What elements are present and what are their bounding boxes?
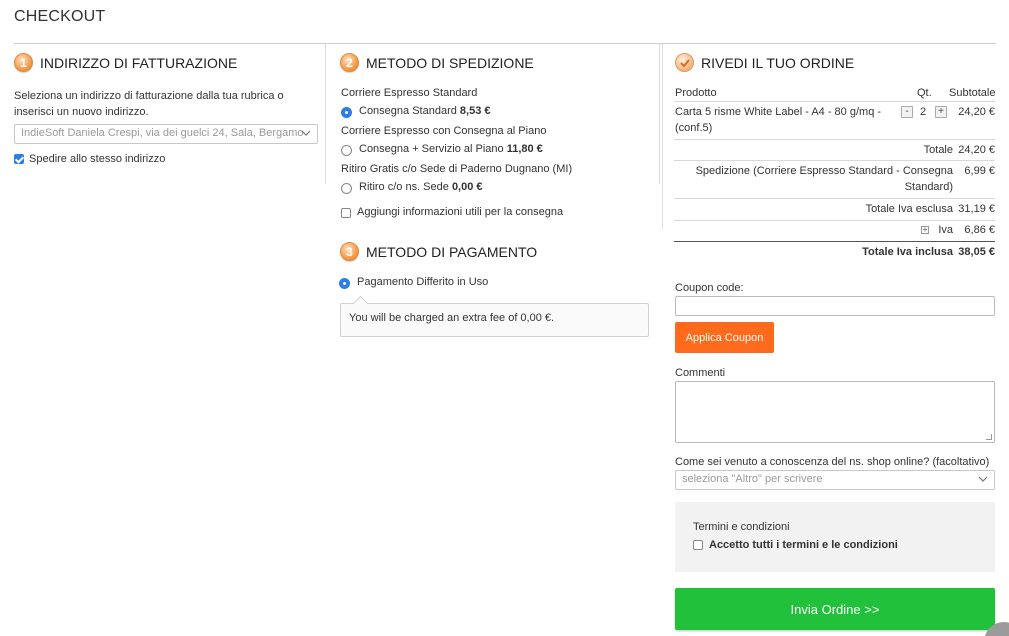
divider <box>674 101 995 102</box>
step-2-icon: 2 <box>340 53 359 72</box>
divider <box>674 220 995 221</box>
ship-same-label: Spedire allo stesso indirizzo <box>29 153 166 165</box>
carrier-pickup-label: Ritiro Gratis c/o Sede di Paderno Dugnano (MI) <box>341 163 573 175</box>
review-header <box>675 53 854 72</box>
header-product: Prodotto <box>675 87 717 99</box>
shipping-price-floor: 11,80 € <box>506 143 543 155</box>
item-name: Carta 5 risme White Label - A4 - 80 g/mq - (conf.5) <box>675 106 882 134</box>
coupon-label: Coupon code: <box>675 282 744 294</box>
item-qty: 2 <box>920 106 927 118</box>
billing-address-value: IndieSoft Daniela Crespi, via dei guelci 24, Sala, Bergamo <box>21 127 304 139</box>
shipping-price-pickup: 0,00 € <box>451 181 483 193</box>
billing-header <box>14 53 237 72</box>
payment-header <box>340 242 537 261</box>
carrier-floor-label: Corriere Espresso con Consegna al Piano <box>341 125 547 137</box>
expand-iva-icon[interactable]: + <box>922 225 928 234</box>
divider <box>674 241 995 242</box>
extra-info-label: Aggiungi informazioni utili per la consegna <box>357 206 564 218</box>
shipping-option-floor[interactable]: Consegna + Servizio al Piano 11,80 € <box>359 143 543 155</box>
payment-radio-deferred[interactable] <box>339 278 350 289</box>
chevron-down-icon <box>301 128 311 138</box>
header-qty: Qt. <box>917 87 932 99</box>
net-total-value: 31,19 € <box>958 203 995 215</box>
payment-option-label[interactable]: Pagamento Differito in Uso <box>357 276 489 288</box>
accept-terms-label: Accetto tutti i termini e le condizioni <box>709 539 898 551</box>
step-1-icon: 1 <box>14 53 33 72</box>
source-label: Come sei venuto a conoscenza del ns. shop online? (facoltativo) <box>675 456 990 468</box>
source-placeholder: seleziona "Altro" per scrivere <box>682 473 823 485</box>
ship-same-checkbox[interactable] <box>14 154 24 164</box>
accept-terms-checkbox[interactable] <box>693 540 703 550</box>
chevron-down-icon <box>978 474 988 484</box>
shipping-cost-value: 6,99 € <box>964 165 995 177</box>
qty-increase-button[interactable]: + <box>935 106 947 118</box>
billing-address-select[interactable] <box>14 124 318 144</box>
shipping-radio-floor[interactable] <box>341 145 352 156</box>
shipping-radio-pickup[interactable] <box>341 183 352 194</box>
apply-coupon-button[interactable]: Applica Coupon <box>675 322 774 353</box>
payment-title: METODO DI PAGAMENTO <box>366 243 538 260</box>
iva-label: Iva <box>938 224 953 236</box>
iva-value: 6,86 € <box>964 224 995 236</box>
checkmark-icon <box>675 53 694 72</box>
source-select[interactable] <box>675 470 995 490</box>
step-3-icon: 3 <box>340 242 359 261</box>
resize-handle-icon[interactable] <box>986 434 992 440</box>
shipping-radio-standard[interactable] <box>341 107 352 118</box>
total-value: 24,20 € <box>958 144 995 156</box>
shipping-cost-label: Spedizione (Corriere Espresso Standard - Consegna Standard) <box>695 165 953 193</box>
shipping-header <box>340 53 534 72</box>
shipping-option-pickup[interactable]: Ritiro c/o ns. Sede 0,00 € <box>359 181 483 193</box>
page-title: CHECKOUT <box>14 8 106 25</box>
divider <box>674 198 995 199</box>
comments-textarea[interactable] <box>675 381 995 443</box>
header-subtotal: Subtotale <box>949 87 996 99</box>
payment-fee-note: You will be charged an extra fee of 0,00 €. <box>340 303 649 337</box>
billing-instruction: Seleziona un indirizzo di fatturazione dalla tua rubrica o inserisci un nuovo indirizzo. <box>14 90 284 118</box>
total-label: Totale <box>923 144 953 156</box>
comments-label: Commenti <box>675 367 726 379</box>
net-total-label: Totale Iva esclusa <box>865 203 953 215</box>
gross-total-value: 38,05 € <box>958 246 995 258</box>
divider <box>674 139 995 140</box>
divider <box>674 160 995 161</box>
carrier-standard-label: Corriere Espresso Standard <box>341 87 478 99</box>
coupon-input[interactable] <box>675 296 995 316</box>
submit-order-button[interactable]: Invia Ordine >> <box>675 588 995 630</box>
shipping-option-standard[interactable]: Consegna Standard 8,53 € <box>359 105 491 117</box>
gross-total-label: Totale Iva inclusa <box>862 246 953 258</box>
shipping-price-standard: 8,53 € <box>459 105 491 117</box>
billing-title: INDIRIZZO DI FATTURAZIONE <box>40 54 238 71</box>
terms-title: Termini e condizioni <box>693 521 790 533</box>
review-title: RIVEDI IL TUO ORDINE <box>701 54 855 71</box>
shipping-title: METODO DI SPEDIZIONE <box>366 54 534 71</box>
qty-decrease-button[interactable]: - <box>901 106 913 118</box>
extra-info-checkbox[interactable] <box>341 208 351 218</box>
item-subtotal: 24,20 € <box>958 106 995 118</box>
